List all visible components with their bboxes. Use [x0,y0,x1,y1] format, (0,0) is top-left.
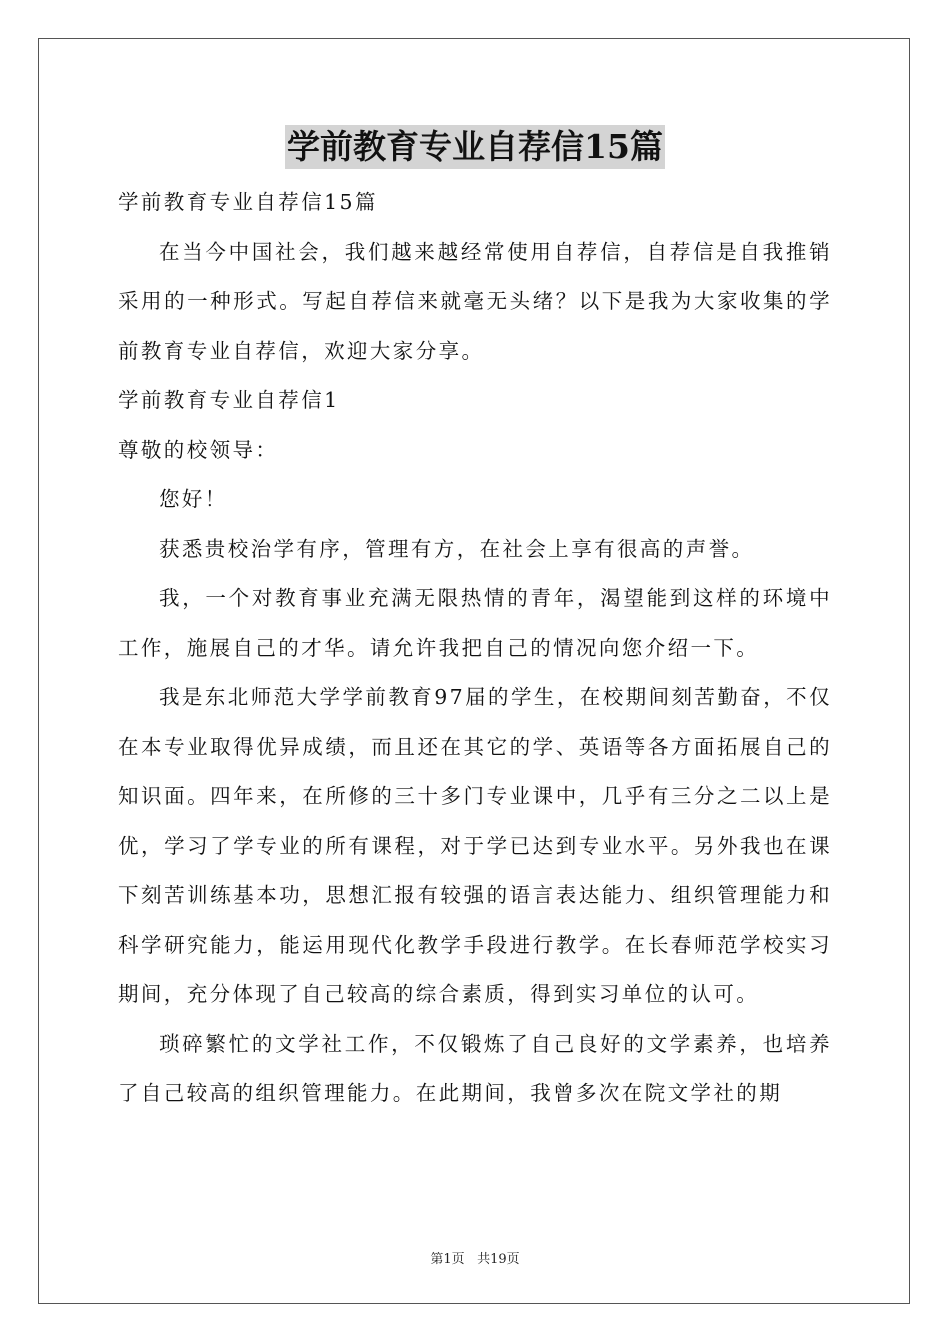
paragraph-greeting: 您好！ [159,487,228,511]
page-total: 共19页 [477,1252,520,1267]
paragraph-body: 我是东北师范大学学前教育97届的学生，在校期间刻苦勤奋，不仅在本专业取得优异成绩，而且还在其它的学、英语等各方面拓展自己的知识面。四年来，在所修的三十多门专业课中，几乎有三分之二以上是优，学习了学专业的所有课程，对于学已达到专业水平。另外我也在课下刻苦训练基本功，思想汇报有较强的语言表达能力、组织管理能力和科学研究能力，能运用现代化教学手段进行教学。在长春师范学校实习期间，充分体现了自己较高的综合素质，得到实习单位的认可。 [118,685,832,1006]
page-footer [0,1248,950,1267]
document-title-area [0,125,950,169]
page-number: 第1页 [430,1252,465,1267]
paragraph-subtitle: 学前教育专业自荐信15篇 [118,190,378,214]
paragraph-body: 获悉贵校治学有序，管理有方，在社会上享有很高的声誉。 [159,536,755,561]
document-body [118,178,832,1119]
paragraph-body: 我，一个对教育事业充满无限热情的青年，渴望能到这样的环境中工作，施展自己的才华。请允许我把自己的情况向您介绍一下。 [118,586,832,660]
paragraph-letter-heading: 学前教育专业自荐信1 [118,388,340,412]
paragraph-intro: 在当今中国社会，我们越来越经常使用自荐信，自荐信是自我推销采用的一种形式。写起自荐信来就毫无头绪？以下是我为大家收集的学前教育专业自荐信，欢迎大家分享。 [118,239,832,363]
paragraph-body: 琐碎繁忙的文学社工作，不仅锻炼了自己良好的文学素养，也培养了自己较高的组织管理能力。在此期间，我曾多次在院文学社的期 [118,1031,832,1105]
paragraph-salutation: 尊敬的校领导： [118,437,279,462]
document-title: 学前教育专业自荐信15篇 [285,125,665,169]
